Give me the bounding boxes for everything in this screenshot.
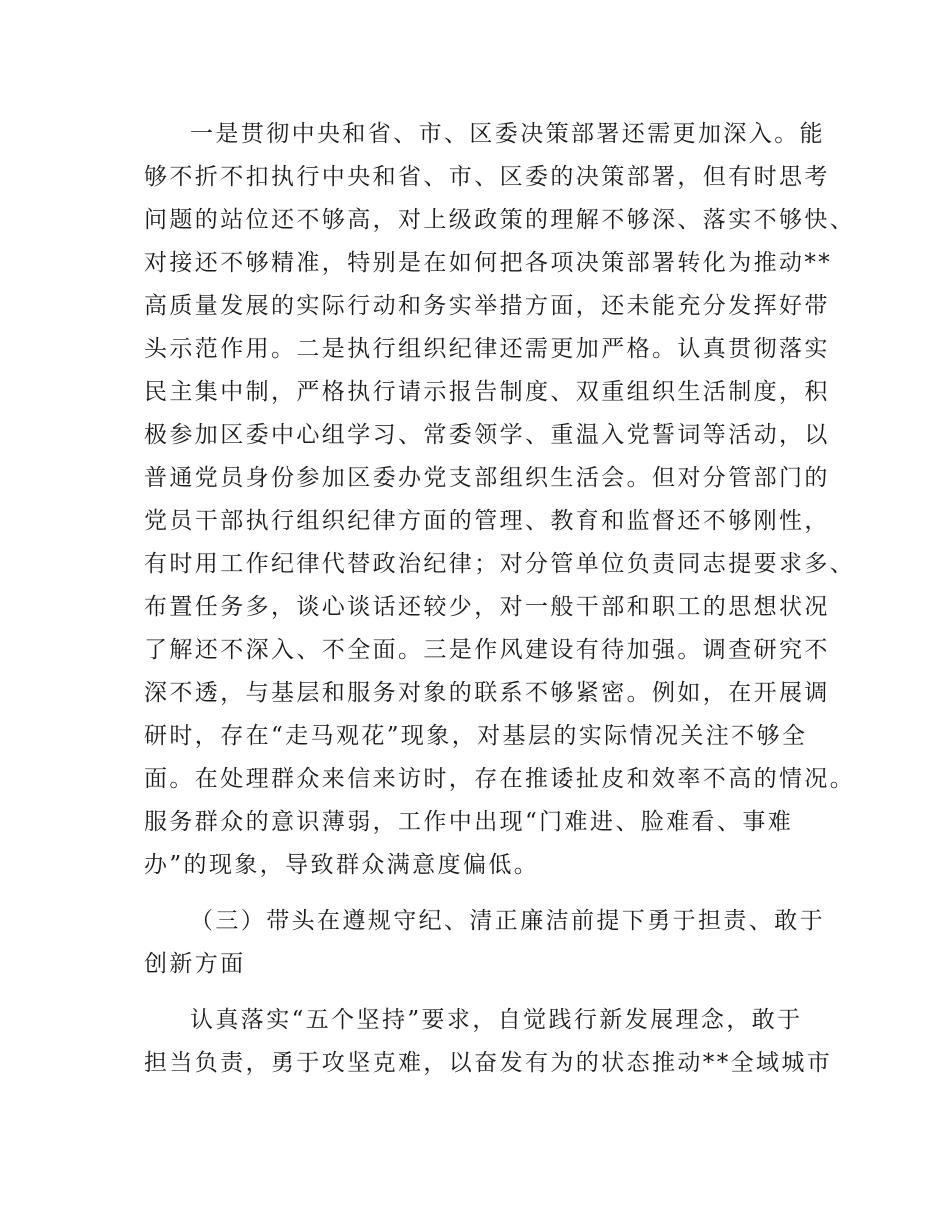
paragraph-line: 认真落实“五个坚持”要求，自觉践行新发展理念，敢于: [190, 1007, 803, 1033]
paragraph-line: 党员干部执行组织纪律方面的管理、教育和监督还不够刚性，: [144, 508, 830, 534]
paragraph-line: 面。在处理群众来信来访时，存在推诿扯皮和效率不高的情况。: [144, 766, 856, 792]
paragraph-line: 一是贯彻中央和省、市、区委决策部署还需更加深入。能: [190, 121, 825, 147]
section-heading-line: 创新方面: [144, 951, 246, 977]
section-heading-line: （三）带头在遵规守纪、清正廉洁前提下勇于担责、敢于: [190, 908, 825, 934]
paragraph-line: 深不透，与基层和服务对象的联系不够紧密。例如，在开展调: [144, 680, 830, 706]
paragraph-line: 办”的现象，导致群众满意度偏低。: [144, 852, 540, 878]
paragraph-line: 研时，存在“走马观花”现象，对基层的实际情况关注不够全: [144, 723, 808, 749]
paragraph-line: 布置任务多，谈心谈话还较少，对一般干部和职工的思想状况: [144, 594, 830, 620]
paragraph-line: 有时用工作纪律代替政治纪律；对分管单位负责同志提要求多、: [144, 551, 856, 577]
paragraph-line: 普通党员身份参加区委办党支部组织生活会。但对分管部门的: [144, 465, 830, 491]
paragraph-line: 头示范作用。二是执行组织纪律还需更加严格。认真贯彻落实: [144, 336, 830, 362]
paragraph-line: 够不折不扣执行中央和省、市、区委的决策部署，但有时思考: [144, 164, 830, 190]
paragraph-line: 担当负责，勇于攻坚克难，以奋发有为的状态推动**全域城市: [144, 1050, 833, 1076]
paragraph-line: 服务群众的意识薄弱，工作中出现“门难进、脸难看、事难: [144, 809, 794, 835]
paragraph-line: 民主集中制，严格执行请示报告制度、双重组织生活制度，积: [144, 379, 830, 405]
paragraph-line: 对接还不够精准，特别是在如何把各项决策部署转化为推动**: [144, 250, 833, 276]
paragraph-line: 高质量发展的实际行动和务实举措方面，还未能充分发挥好带: [144, 293, 830, 319]
paragraph-line: 问题的站位还不够高，对上级政策的理解不够深、落实不够快、: [144, 207, 856, 233]
paragraph-line: 了解还不深入、不全面。三是作风建设有待加强。调查研究不: [144, 637, 830, 663]
paragraph-line: 极参加区委中心组学习、常委领学、重温入党誓词等活动，以: [144, 422, 830, 448]
